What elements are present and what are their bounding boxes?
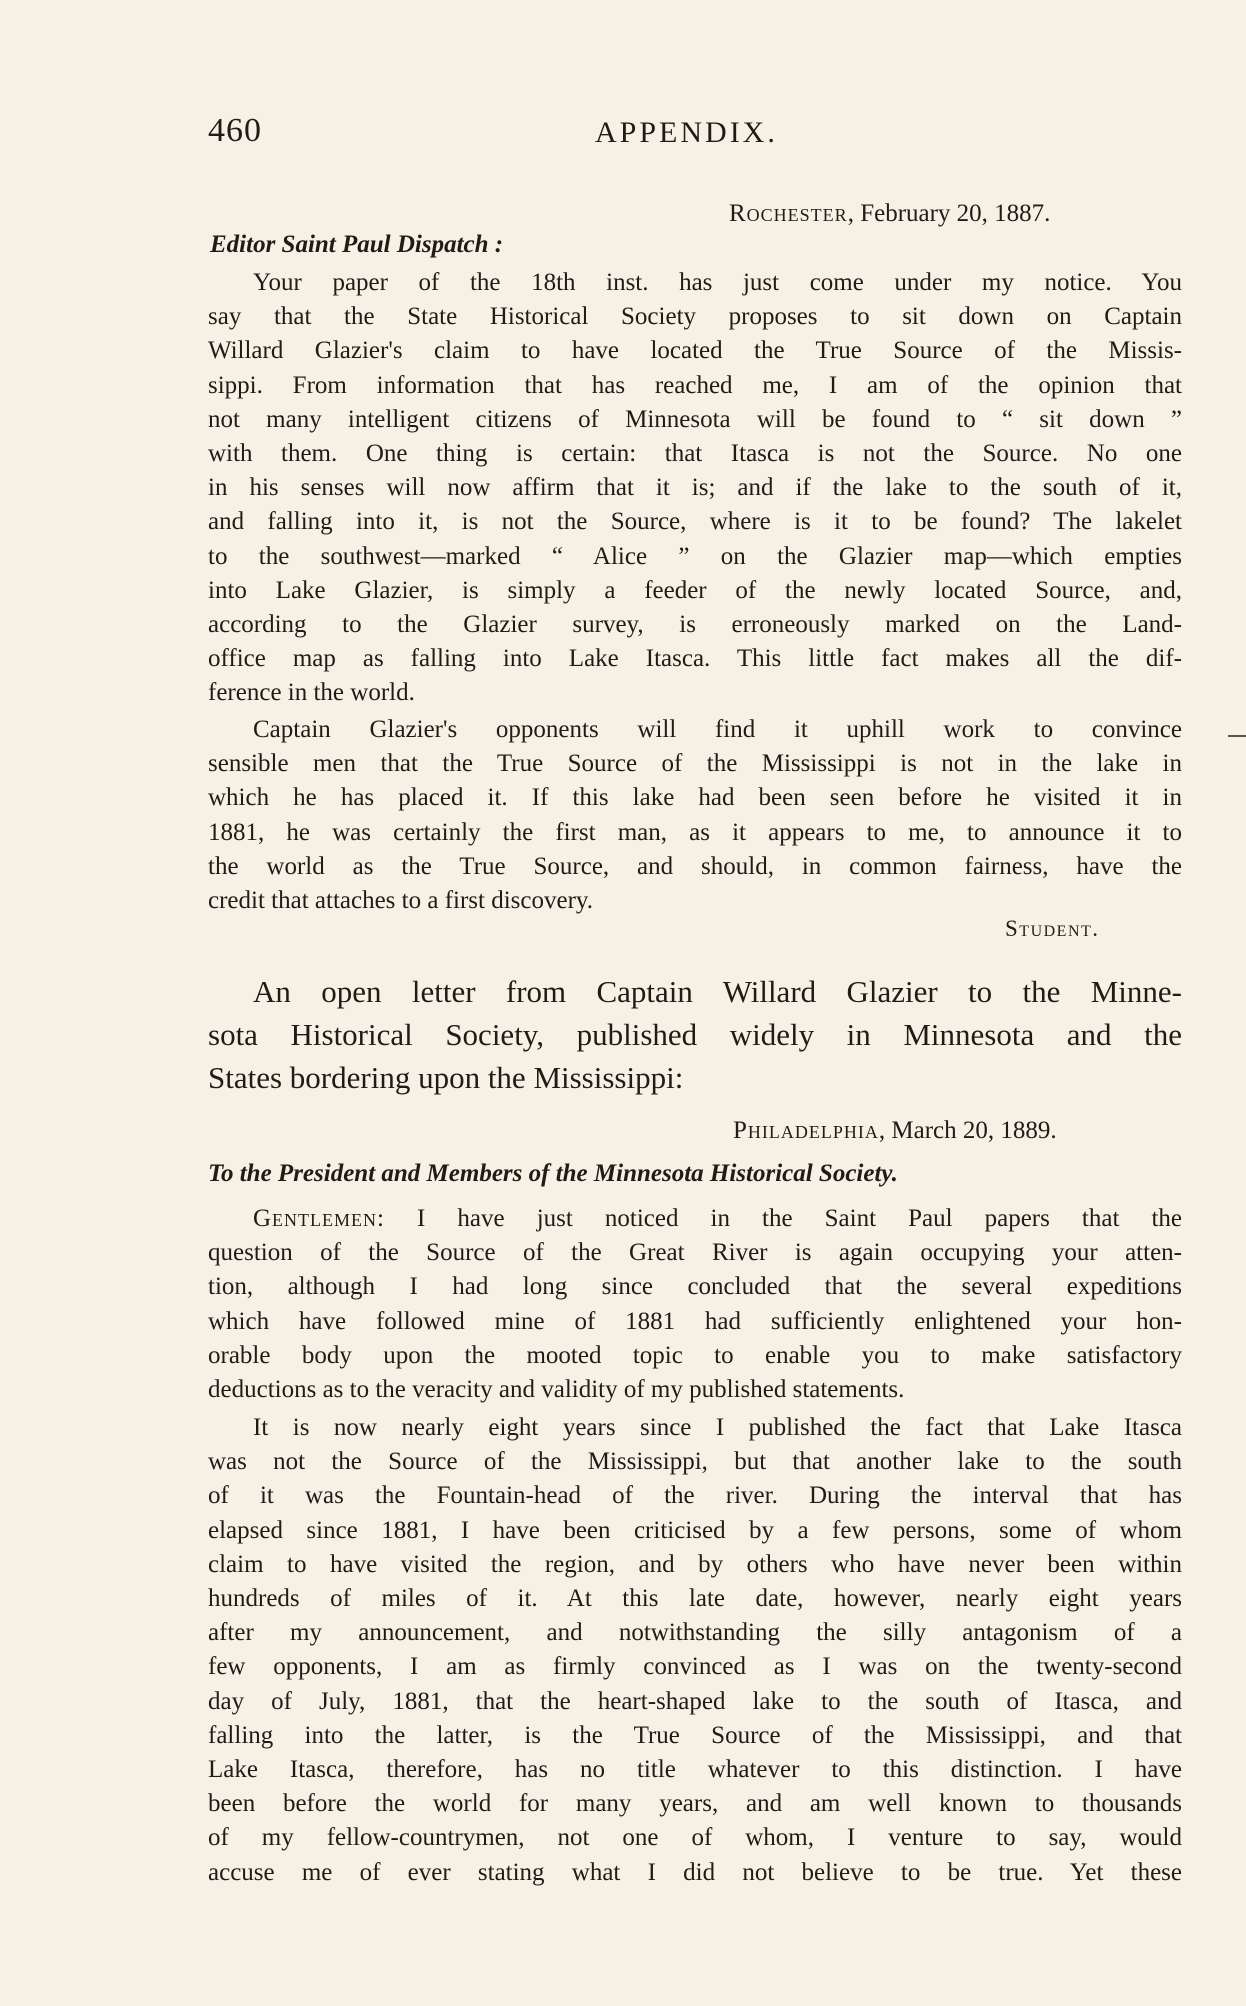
text-line: sensible men that the True Source of the Mississippi is not in the lake in (208, 750, 1182, 778)
letter1-dateline-date: , February 20, 1887. (847, 200, 1051, 227)
text-line: was not the Source of the Mississippi, but that another lake to the south (208, 1448, 1182, 1476)
text-line: tion, although I had long since concluded that the several expeditions (208, 1273, 1182, 1301)
letter2-dateline (733, 1117, 1057, 1145)
letter1-signature: Student. (1005, 916, 1100, 941)
text-line: of my fellow-countrymen, not one of whom, I venture to say, would (208, 1824, 1182, 1852)
text-line: which have followed mine of 1881 had sufficiently enlightened your hon- (208, 1307, 1182, 1335)
text-line: orable body upon the mooted topic to enable you to make satisfactory (208, 1341, 1182, 1369)
letter1-paragraph-2 (208, 713, 1182, 918)
text-line: Willard Glazier's claim to have located the True Source of the Missis- (208, 337, 1182, 365)
text-line: after my announcement, and notwithstanding the silly antagonism of a (208, 1619, 1182, 1647)
margin-mark (1228, 735, 1246, 737)
letter1-paragraph-1 (208, 266, 1182, 711)
text-line: claim to have visited the region, and by others who have never been within (208, 1550, 1182, 1578)
text-line: of it was the Fountain-head of the river. During the interval that has (208, 1482, 1182, 1510)
text-line: few opponents, I am as firmly convinced as I was on the twenty-second (208, 1653, 1182, 1681)
text-line: in his senses will now affirm that it is; and if the lake to the south of it, (208, 474, 1182, 502)
text-line: the world as the True Source, and should, in common fairness, have the (208, 852, 1182, 880)
text-line: 1881, he was certainly the first man, as it appears to me, to announce it to (208, 818, 1182, 846)
text-line: Your paper of the 18th inst. has just come under my notice. You (253, 269, 1182, 296)
greeting: Gentlemen: (253, 1205, 385, 1232)
letter1-dateline (729, 200, 1050, 228)
text-line: which he has placed it. If this lake had been seen before he visited it in (208, 784, 1182, 812)
text-line: been before the world for many years, and am well known to thousands (208, 1790, 1182, 1818)
text-line: ference in the world. (208, 679, 415, 707)
text-line: It is now nearly eight years since I published the fact that Lake Itasca (253, 1414, 1182, 1441)
letter1-salutation: Editor Saint Paul Dispatch : (210, 231, 504, 258)
text-line: An open letter from Captain Willard Glazier to the Minne- (253, 974, 1182, 1009)
text-line: question of the Source of the Great River is again occupying your atten- (208, 1239, 1182, 1267)
running-head (208, 112, 1058, 162)
text-line: office map as falling into Lake Itasca. This little fact makes all the dif- (208, 645, 1182, 673)
text-line: sippi. From information that has reached me, I am of the opinion that (208, 371, 1182, 399)
text-line: deductions as to the veracity and validity of my published statements. (208, 1376, 905, 1404)
text-line: Gentlemen: I have just noticed in the Saint Paul papers that the (253, 1205, 1182, 1232)
text-line: falling into the latter, is the True Source of the Mississippi, and that (208, 1721, 1182, 1749)
letter2-paragraph-1 (208, 1202, 1182, 1407)
text-line: hundreds of miles of it. At this late date, however, nearly eight years (208, 1585, 1182, 1613)
text-line: day of July, 1881, that the heart-shaped lake to the south of Itasca, and (208, 1687, 1182, 1715)
text-line: Lake Itasca, therefore, has no title whatever to this distinction. I have (208, 1756, 1182, 1784)
text-line: accuse me of ever stating what I did not believe to be true. Yet these (208, 1858, 1182, 1886)
letter2-dateline-place: Philadelphia (733, 1117, 879, 1144)
text-line: sota Historical Society, published widely in Minnesota and the (208, 1017, 1182, 1052)
text-line: States bordering upon the Mississippi: (208, 1060, 684, 1095)
text-line: Captain Glazier's opponents will find it uphill work to convince (253, 716, 1182, 743)
running-title: APPENDIX. (595, 116, 778, 149)
text-line: credit that attaches to a first discovery. (208, 887, 594, 915)
text-line: not many intelligent citizens of Minnesota will be found to “ sit down ” (208, 405, 1182, 433)
letter1-dateline-place: Rochester (729, 200, 848, 227)
text-line: according to the Glazier survey, is erroneously marked on the Land- (208, 611, 1182, 639)
text-line: with them. One thing is certain: that Itasca is not the Source. No one (208, 440, 1182, 468)
letter2-salutation: To the President and Members of the Minnesota Historical Society. (208, 1160, 898, 1187)
text-line: to the southwest—marked “ Alice ” on the Glazier map—which empties (208, 542, 1182, 570)
letter2-dateline-date: , March 20, 1889. (878, 1117, 1057, 1144)
text-line: say that the State Historical Society proposes to sit down on Captain (208, 303, 1182, 331)
text-line: into Lake Glazier, is simply a feeder of the newly located Source, and, (208, 576, 1182, 604)
text-line: and falling into it, is not the Source, where is it to be found? The lakelet (208, 508, 1182, 536)
open-letter-introduction (208, 970, 1182, 1099)
letter2-paragraph-2 (208, 1411, 1182, 1890)
text-line: elapsed since 1881, I have been criticised by a few persons, some of whom (208, 1516, 1182, 1544)
page-number: 460 (208, 112, 262, 149)
